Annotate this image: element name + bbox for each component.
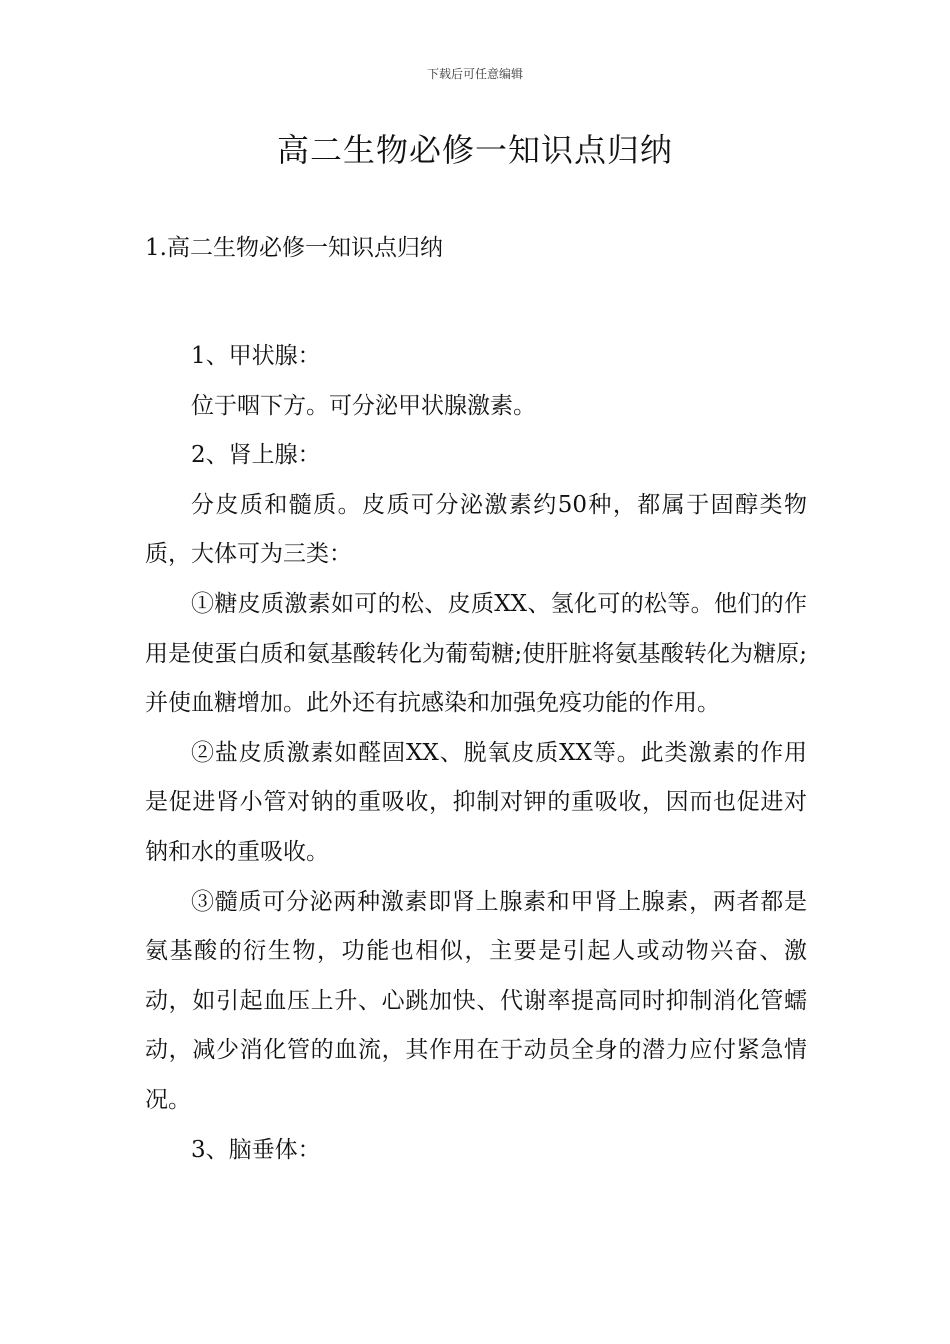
paragraph-pituitary-heading: 3、脑垂体： [191, 1136, 321, 1163]
document-title: 高二生物必修一知识点归纳 [276, 131, 673, 169]
paragraph-adrenal-text: 分皮质和髓质。皮质可分泌激素约50种，都属于固醇类物质，大体可为三类： [145, 491, 807, 568]
header-note: 下载后可任意编辑 [426, 67, 523, 81]
paragraph-medulla: ③髓质可分泌两种激素即肾上腺素和甲肾上腺素，两者都是氨基酸的衍生物，功能也相似，主要是引起人或动物兴奋、激动，如引起血压上升、心跳加快、代谢率提高同时抑制消化管蠕动，减少消化管的血流，其作用在于动员全身的潜力应付紧急情况。 [145, 888, 807, 1113]
paragraph-thyroid-heading: 1、甲状腺： [191, 343, 321, 369]
paragraph-adrenal-heading: 2、肾上腺： [191, 442, 321, 469]
paragraph-thyroid-text: 位于咽下方。可分泌甲状腺激素。 [191, 392, 536, 419]
paragraph-mineralocorticoid: ②盐皮质激素如醛固XX、脱氧皮质XX等。此类激素的作用是促进肾小管对钠的重吸收，抑制对钾的重吸收，因而也促进对钠和水的重吸收。 [145, 739, 807, 865]
document-body [145, 332, 807, 1175]
paragraph-glucocorticoid: ①糖皮质激素如可的松、皮质XX、氢化可的松等。他们的作用是使蛋白质和氨基酸转化为葡萄糖;使肝脏将氨基酸转化为糖原;并使血糖增加。此外还有抗感染和加强免疫功能的作用。 [145, 590, 807, 717]
section-heading: 1.高二生物必修一知识点归纳 [145, 235, 443, 261]
